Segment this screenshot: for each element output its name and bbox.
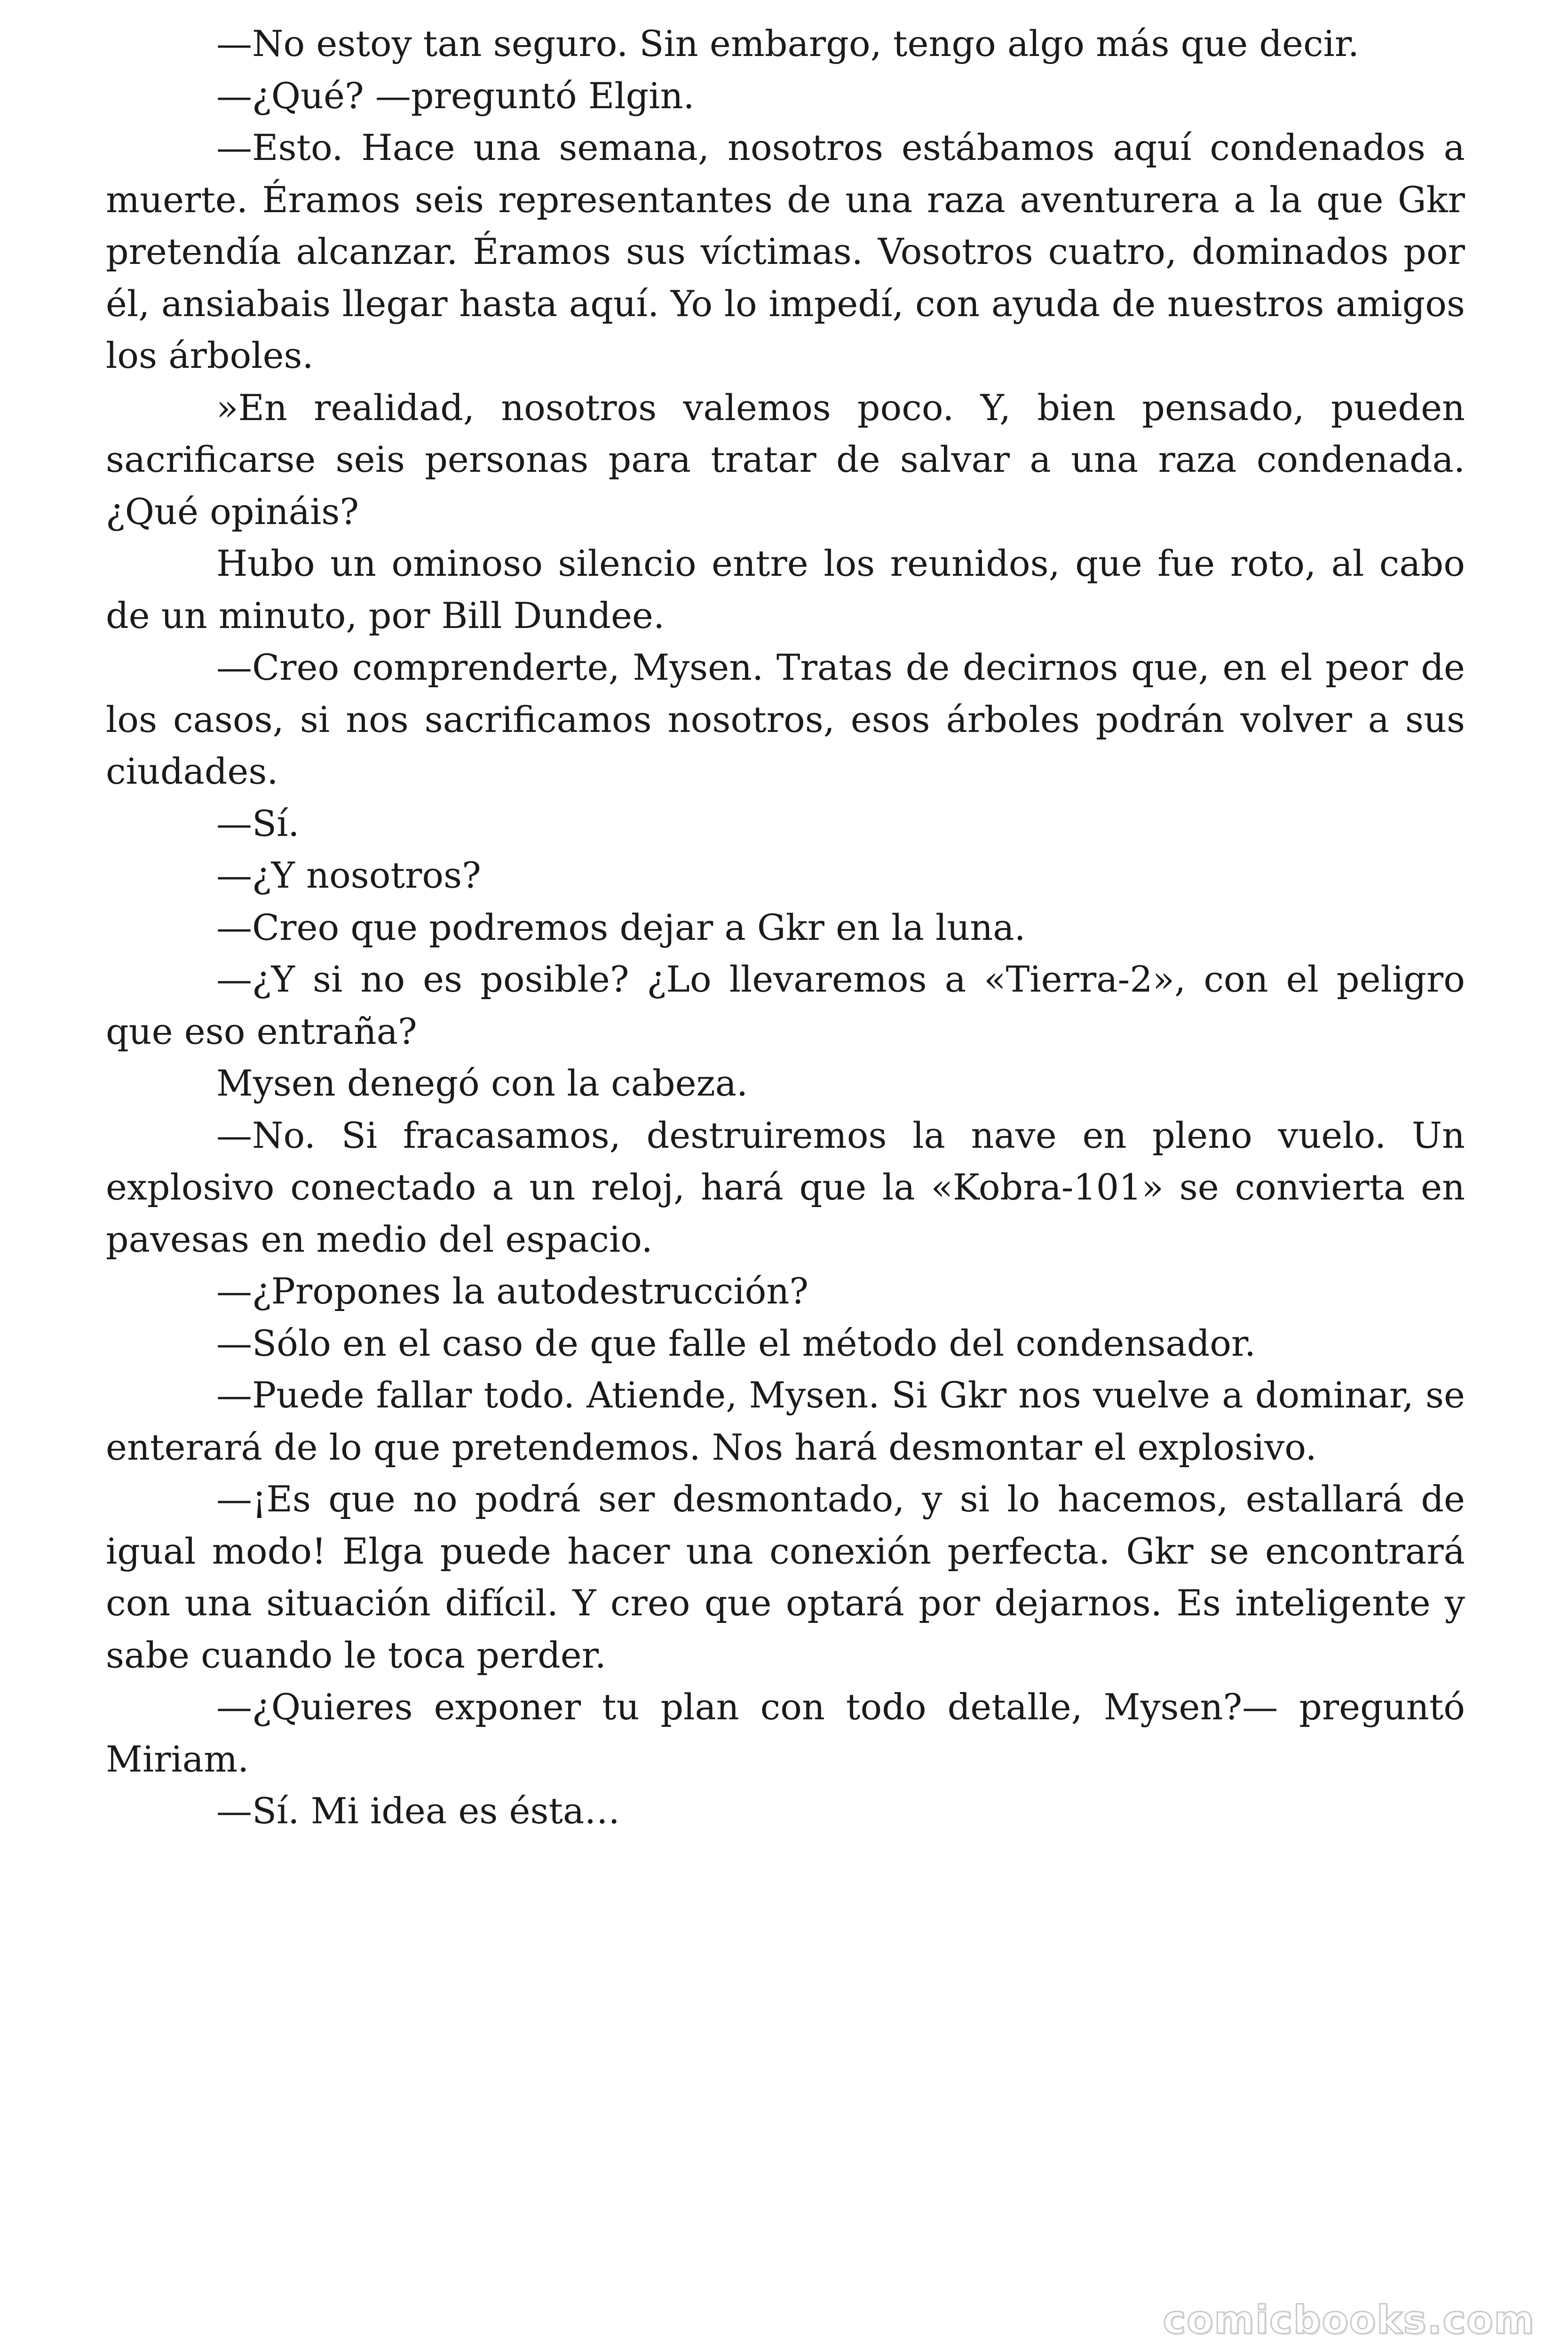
paragraph: —¿Y nosotros? <box>216 854 481 896</box>
watermark: comicbooks.com <box>1163 2298 1535 2343</box>
paragraph: Mysen denegó con la cabeza. <box>216 1062 748 1104</box>
paragraph: —¡Es que no podrá ser desmontado, y si lo hacemos, estallará de igual modo! Elga puede hacer una conexión perfecta. Gkr se encontrará con una situación difícil. Y creo que optará por dejarnos. Es inteligente y sabe cuando le toca perder. <box>106 1478 1465 1676</box>
paragraph: —No estoy tan seguro. Sin embargo, tengo algo más que decir. <box>216 23 1360 64</box>
paragraph: —¿Y si no es posible? ¿Lo llevaremos a «Tierra-2», con el peligro que eso entraña? <box>106 958 1465 1052</box>
paragraph: —Sí. <box>216 802 300 844</box>
paragraph: »En realidad, nosotros valemos poco. Y, bien pensado, pueden sacrificarse seis personas para tratar de salvar a una raza condenada. ¿Qué opináis? <box>106 386 1465 532</box>
paragraph: Hubo un ominoso silencio entre los reunidos, que fue roto, al cabo de un minuto, por Bill Dundee. <box>106 542 1465 636</box>
paragraph: —¿Quieres exponer tu plan con todo detalle, Mysen?— preguntó Miriam. <box>106 1686 1465 1780</box>
paragraph: —¿Propones la autodestrucción? <box>216 1270 809 1312</box>
page-text <box>106 18 1465 1837</box>
paragraph: —Sí. Mi idea es ésta… <box>216 1790 620 1832</box>
paragraph: —Creo comprenderte, Mysen. Tratas de decirnos que, en el peor de los casos, si nos sacrificamos nosotros, esos árboles podrán volver a sus ciudades. <box>106 646 1465 792</box>
paragraph: —Puede fallar todo. Atiende, Mysen. Si Gkr nos vuelve a dominar, se enterará de lo que pretendemos. Nos hará desmontar el explosivo. <box>106 1374 1465 1468</box>
paragraph: —¿Qué? —preguntó Elgin. <box>216 74 695 117</box>
paragraph: —Sólo en el caso de que falle el método del condensador. <box>216 1322 1256 1364</box>
paragraph: —Esto. Hace una semana, nosotros estábamos aquí condenados a muerte. Éramos seis representantes de una raza aventurera a la que Gkr pretendía alcanzar. Éramos sus víctimas. Vosotros cuatro, dominados por él, ansiabais llegar hasta aquí. Yo lo impedí, con ayuda de nuestros amigos los árboles. <box>106 127 1465 376</box>
paragraph: —Creo que podremos dejar a Gkr en la luna. <box>216 906 1026 948</box>
paragraph: —No. Si fracasamos, destruiremos la nave en pleno vuelo. Un explosivo conectado a un reloj, hará que la «Kobra-101» se convierta en pavesas en medio del espacio. <box>106 1114 1465 1260</box>
